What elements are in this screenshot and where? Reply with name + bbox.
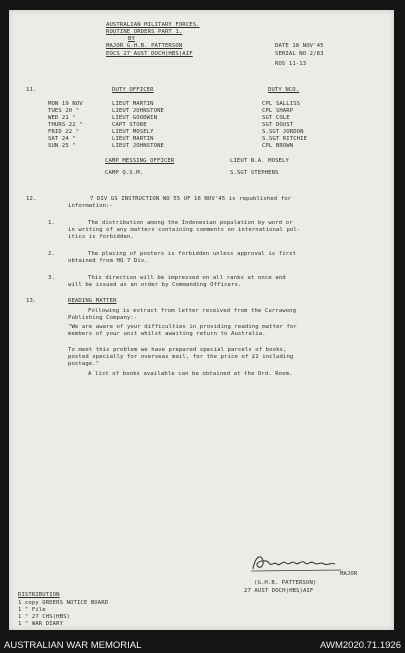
duty-day: SUN 25 " bbox=[48, 143, 76, 149]
para-line: posted specially for overseas mail, for the price of £1 including bbox=[68, 354, 294, 360]
para-line: This direction will be impressed on all ranks at once and bbox=[88, 275, 286, 281]
handwritten-signature bbox=[245, 551, 355, 575]
duty-officer: LIEUT MOSELY bbox=[112, 129, 154, 135]
duty-nco-heading: DUTY NCO. bbox=[268, 87, 300, 93]
para-number: 2. bbox=[48, 251, 55, 257]
duty-officer-heading: DUTY OFFICER bbox=[112, 87, 154, 93]
duty-day: MON 19 NOV bbox=[48, 101, 83, 107]
para-line: obtained from HQ 7 Div. bbox=[68, 258, 148, 264]
duty-day: TUES 20 " bbox=[48, 108, 80, 114]
duty-officer: LIEUT JOHNSTONE bbox=[112, 143, 165, 149]
section-12-intro-cont: information:- bbox=[68, 203, 114, 209]
duty-nco: CPL BROWN bbox=[262, 143, 294, 149]
distribution-line: 1 " File bbox=[18, 607, 46, 613]
duty-officer: LIEUT GOODWIN bbox=[112, 115, 158, 121]
duty-officer: LIEUT MARTIN bbox=[112, 136, 154, 142]
header-unit: EOCS 27 AUST DOCH(HBS)AIF bbox=[106, 51, 193, 57]
duty-nco: CPL SALLISS bbox=[262, 101, 301, 107]
camp-messing-officer: LIEUT N.A. MOSELY bbox=[230, 158, 289, 164]
para-line: itics is forbidden. bbox=[68, 234, 134, 240]
header-subtitle: ROUTINE ORDERS PART 1. bbox=[106, 29, 183, 35]
section-12-intro: 7 DIV GS INSTRUCTION NO 55 OF 16 NOV'45 is republished for bbox=[90, 196, 292, 202]
duty-nco: SGT COLE bbox=[262, 115, 290, 121]
reading-matter-heading: READING MATTER bbox=[68, 298, 117, 304]
signature-rank: MAJOR bbox=[340, 571, 358, 577]
duty-day: WED 21 " bbox=[48, 115, 76, 121]
para-line: "We are aware of your difficulties in providing reading matter for bbox=[68, 324, 297, 330]
distribution-line: 1 copy ORDERS NOTICE BOARD bbox=[18, 600, 109, 606]
footer-institution: AUSTRALIAN WAR MEMORIAL bbox=[4, 640, 142, 651]
para-line: The placing of posters is forbidden unless approval is first bbox=[88, 251, 297, 257]
duty-officer: LIEUT MARTIN bbox=[112, 101, 154, 107]
para-line: postage." bbox=[68, 361, 100, 367]
duty-day: SAT 24 " bbox=[48, 136, 76, 142]
para-line: in writing of any matters containing comments on international pol- bbox=[68, 227, 301, 233]
para-number: 3. bbox=[48, 275, 55, 281]
duty-nco: SGT DOUST bbox=[262, 122, 294, 128]
camp-messing-heading: CAMP MESSING OFFICER bbox=[105, 158, 175, 164]
distribution-line: 1 " 27 CHS(HBS) bbox=[18, 614, 71, 620]
para-line: To meet this problem we have prepared special parcels of books, bbox=[68, 347, 287, 353]
duty-nco: S.SGT JORDON bbox=[262, 129, 304, 135]
header-date: DATE 18 NOV'45 bbox=[275, 43, 324, 49]
section-13-number: 13. bbox=[26, 298, 37, 304]
distribution-heading: DISTRIBUTION bbox=[18, 592, 60, 598]
header-by: BY bbox=[128, 36, 135, 42]
signature-name: (G.H.B. PATTERSON) bbox=[254, 580, 317, 586]
section-11-number: 11. bbox=[26, 87, 37, 93]
duty-nco: CPL SHARP bbox=[262, 108, 294, 114]
duty-day: THURS 22 " bbox=[48, 122, 83, 128]
header-officer: MAJOR G.H.B. PATTERSON bbox=[106, 43, 183, 49]
para-number: 1. bbox=[48, 220, 55, 226]
para-line: Following is extract from letter received from the Currawong bbox=[88, 308, 297, 314]
header-serial: SERIAL NO 2/83 bbox=[275, 51, 324, 57]
para-line: The distribution among the Indonesian population by word or bbox=[88, 220, 293, 226]
para-line: Publishing Company:- bbox=[68, 315, 138, 321]
header-ros: ROS 11-13 bbox=[275, 61, 307, 67]
duty-officer: LIEUT JOHNSTONE bbox=[112, 108, 165, 114]
para-line: members of your unit whilst awaiting return to Australia. bbox=[68, 331, 266, 337]
duty-nco: S.SGT RITCHIE bbox=[262, 136, 308, 142]
camp-qsm-label: CAMP Q.S.M. bbox=[105, 170, 144, 176]
header-title: AUSTRALIAN MILITARY FORCES. bbox=[106, 22, 200, 28]
duty-officer: CAPT STORE bbox=[112, 122, 147, 128]
section-12-number: 12. bbox=[26, 196, 37, 202]
camp-qsm-name: S.SGT STEPHENS bbox=[230, 170, 279, 176]
footer-accession-number: AWM2020.71.1926 bbox=[320, 640, 401, 651]
distribution-line: 1 " WAR DIARY bbox=[18, 621, 64, 627]
duty-day: FRID 22 " bbox=[48, 129, 80, 135]
para-line: will be issued as an order by Commanding Officers. bbox=[68, 282, 242, 288]
para-line: A list of books available can be obtained at the Ord. Room. bbox=[88, 371, 293, 377]
footer-bar bbox=[0, 636, 405, 653]
signature-unit: 27 AUST DOCH(HBS)AIF bbox=[244, 588, 314, 594]
